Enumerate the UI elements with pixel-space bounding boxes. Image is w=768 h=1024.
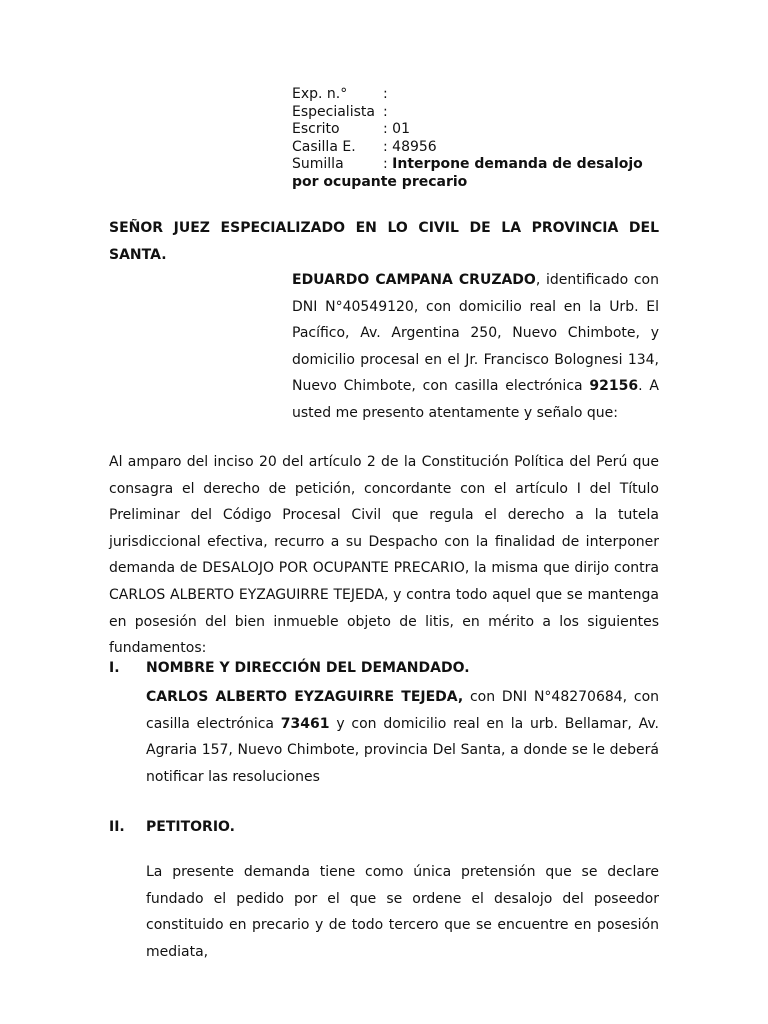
judge-address — [109, 215, 659, 269]
section1-text2: y con domicilio real en la urb. Bellamar, Av. Agraria 157, Nuevo Chimbote, provincia Del Santa, a donde se le deberá notificar las resoluciones — [146, 715, 659, 785]
section1-text1: con DNI N°48270684, con casilla electrónica — [146, 689, 660, 732]
section2-body: La presente demanda tiene como única pretensión que se declare fundado el pedido por el que se ordene el desalojo del poseedor constituido en precario y de todo tercero que se encuentre en posesión mediata, — [146, 864, 659, 960]
exp-row — [292, 86, 672, 104]
section1-heading — [109, 660, 470, 676]
defendant-name: CARLOS ALBERTO EYZAGUIRRE TEJEDA, — [146, 689, 464, 705]
intro-paragraph: Al amparo del inciso 20 del artículo 2 de la Constitución Política del Perú que consagra el derecho de petición, concordante con el artículo I del Título Preliminar del Código Procesal Civil que regula el derecho a la tutela jurisdiccional efectiva, recurro a su Despacho con la finalidad de interponer demanda de DESALOJO POR OCUPANTE PRECARIO, la misma que dirijo contra CARLOS ALBERTO EYZAGUIRRE TEJEDA, y contra todo aquel que se mantenga en posesión del bien inmueble objeto de litis, en mérito a los siguientes fundamentos: — [109, 454, 659, 657]
defendant-casilla: 73461 — [280, 715, 330, 732]
casilla-label: Casilla E. — [292, 138, 356, 155]
section2-title: PETITORIO. — [146, 819, 235, 835]
exp-label: Exp. n.° — [292, 86, 348, 102]
sumilla-row — [292, 156, 672, 174]
section1-number: I. — [109, 660, 120, 676]
sumilla-label: Sumilla — [292, 156, 344, 172]
especialista-label: Especialista — [292, 103, 375, 120]
plaintiff-name: EDUARDO CAMPANA CRUZADO — [292, 272, 536, 288]
especialista-row — [292, 104, 672, 122]
exp-value: : — [383, 86, 388, 102]
section2-number: II. — [109, 819, 125, 835]
address-line1: SEÑOR JUEZ ESPECIALIZADO EN LO CIVIL DE LA PROVINCIA DEL — [109, 220, 659, 236]
sumilla-value-line1: Interpone demanda de desalojo — [392, 156, 643, 172]
casilla-value: : 48956 — [383, 138, 437, 155]
plaintiff-text2: . A usted me presento atentamente y señalo que: — [292, 378, 659, 421]
sumilla-value-line2: por ocupante precario — [292, 173, 468, 190]
escrito-row — [292, 121, 672, 139]
casilla-row — [292, 139, 672, 157]
section1-body — [146, 684, 659, 790]
address-line2: SANTA. — [109, 247, 167, 263]
section1-title: NOMBRE Y DIRECCIÓN DEL DEMANDADO. — [146, 660, 470, 676]
plaintiff-text1: , identificado con DNI N°40549120, con domicilio real en la Urb. El Pacífico, Av. Argentina 250, Nuevo Chimbote, y domicilio procesal en el Jr. Francisco Bolognesi 134, Nuevo Chimbote, con casilla electrónica — [292, 272, 659, 394]
sumilla-separator: : — [383, 156, 393, 172]
plaintiff-casilla: 92156 — [589, 378, 639, 394]
section2-heading — [109, 819, 235, 835]
especialista-value: : — [383, 103, 388, 120]
case-header — [292, 86, 672, 191]
plaintiff-paragraph — [292, 267, 659, 426]
escrito-label: Escrito — [292, 121, 340, 137]
escrito-value: : 01 — [383, 121, 410, 137]
